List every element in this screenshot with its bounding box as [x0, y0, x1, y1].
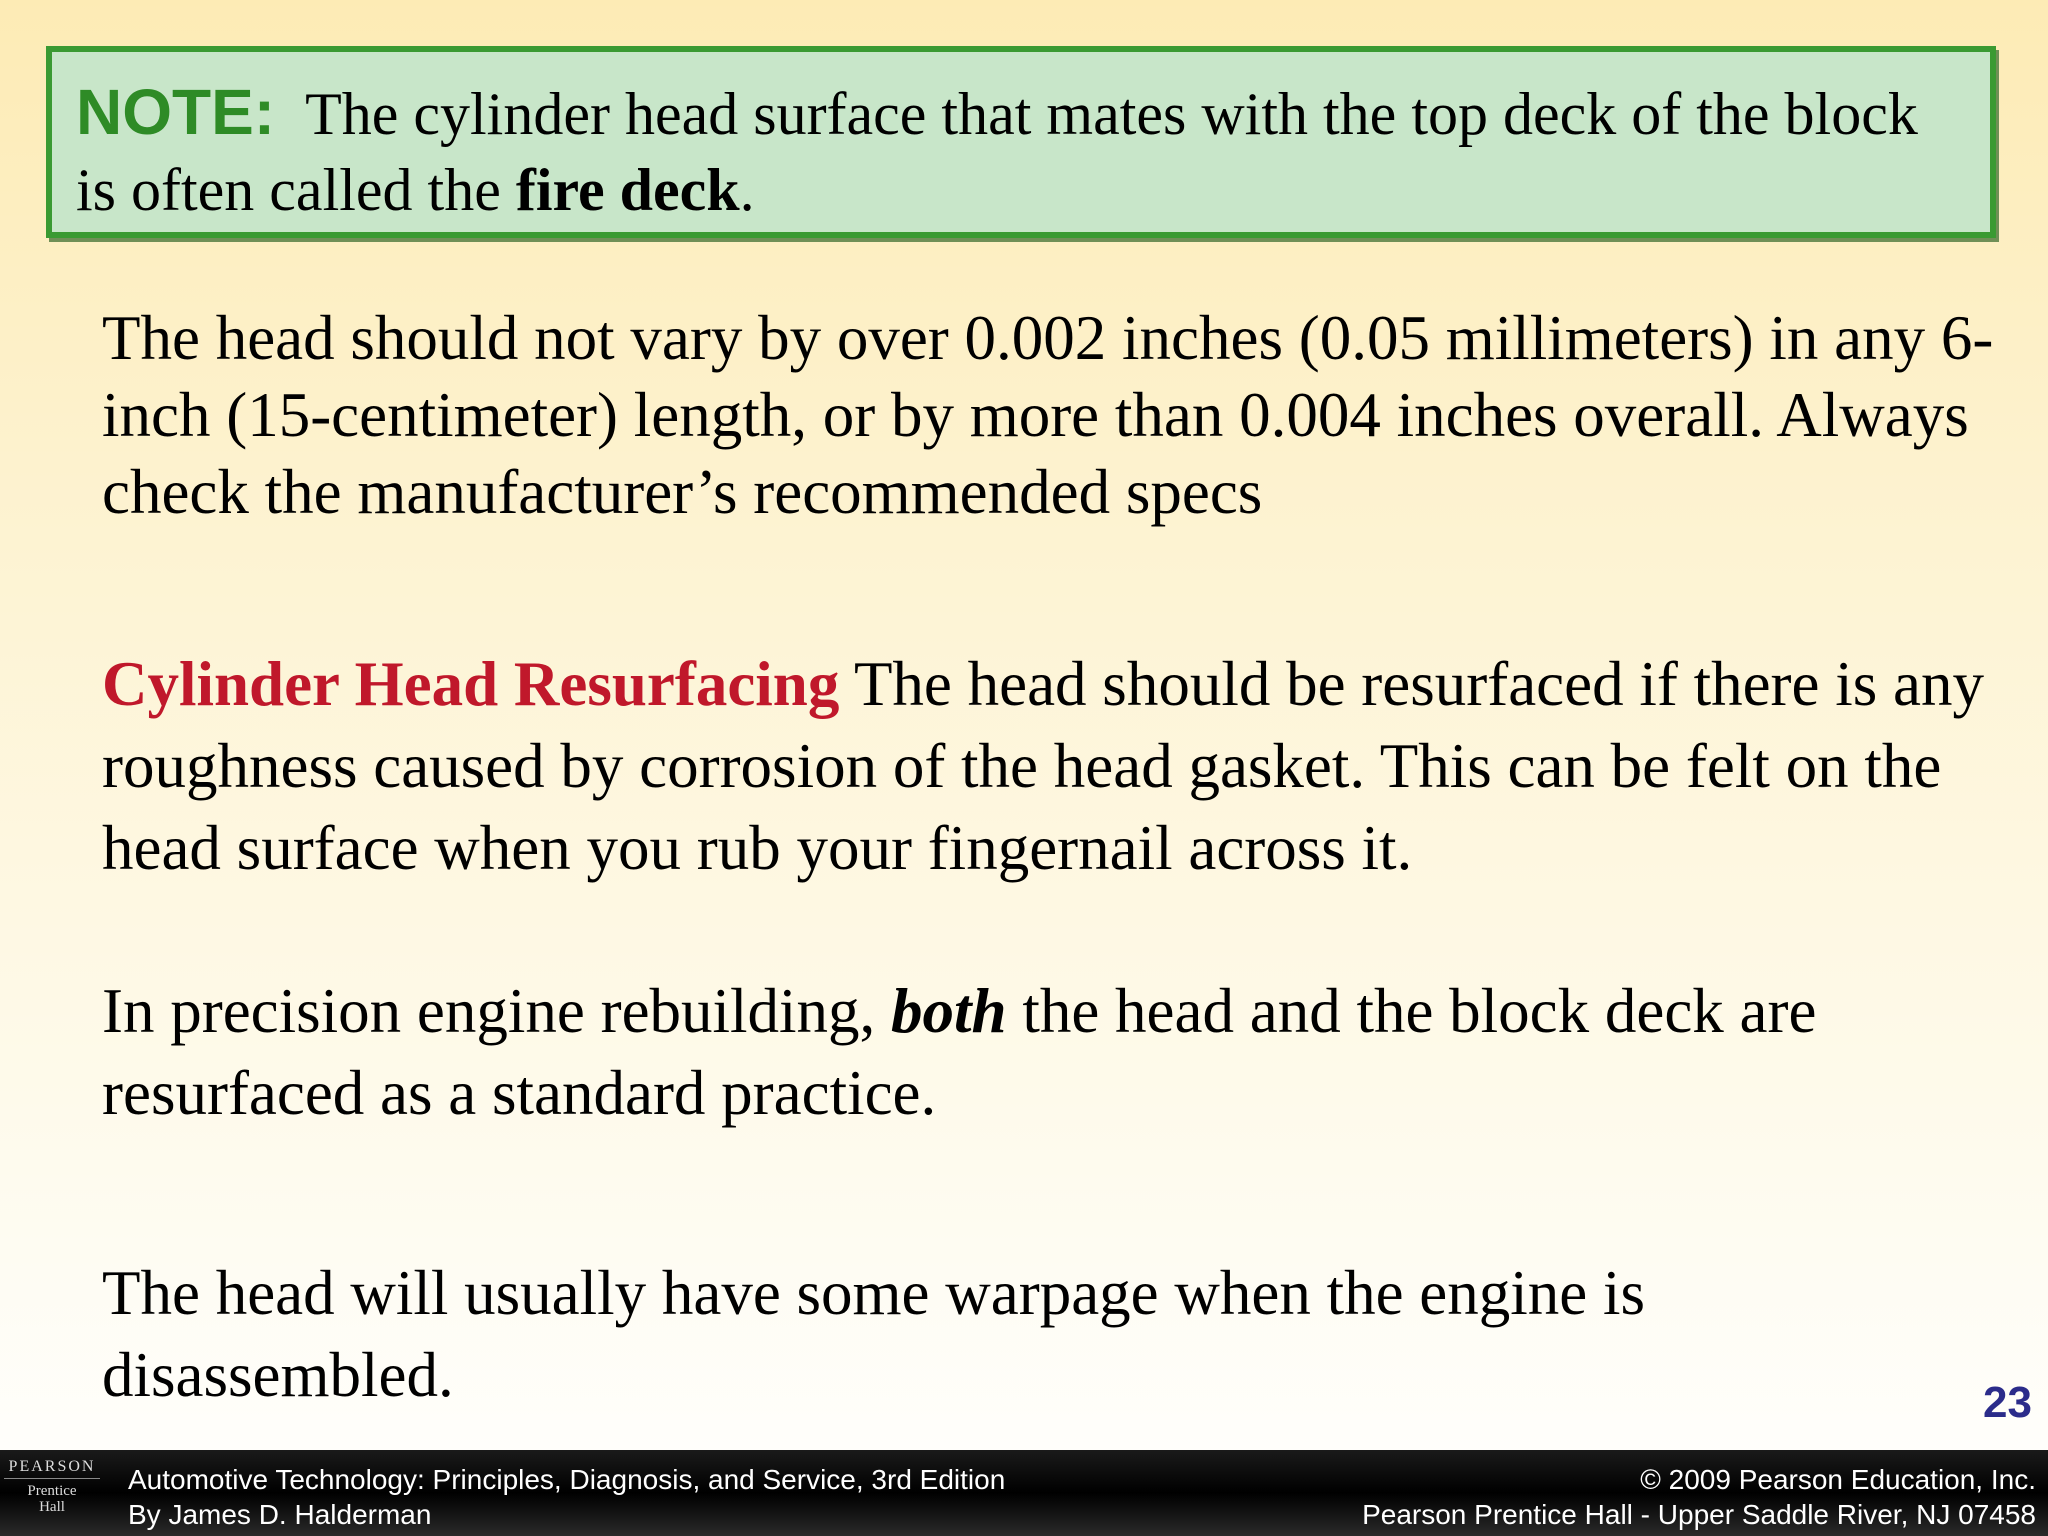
note-bold-term: fire deck — [515, 157, 740, 223]
logo-line-prentice: Prentice — [27, 1483, 77, 1499]
logo-line-hall: Hall — [39, 1499, 65, 1515]
copyright: © 2009 Pearson Education, Inc. — [1640, 1464, 2036, 1495]
note-text: The cylinder head surface that mates with the top deck of the block is often called the — [76, 81, 1918, 223]
spec-paragraph: The head should not vary by over 0.002 inches (0.05 millimeters) in any 6-inch (15-centimeter) length, or by more than 0.004 inches overall. Always check the manufacturer’s recommended specs — [102, 303, 1994, 527]
publisher-address: Pearson Prentice Hall - Upper Saddle River, NJ 07458 — [1362, 1499, 2036, 1530]
precision-emphasis: both — [891, 976, 1007, 1046]
warpage-paragraph: The head will usually have some warpage when the engine is disassembled. — [102, 1258, 1646, 1410]
note-box — [46, 46, 1996, 238]
page-number: 23 — [1983, 1378, 2032, 1427]
resurfacing-text: The head should be resurfaced if there is any roughness caused by corrosion of the head gasket. This can be felt on the head surface when you rub your fingernail across it. — [102, 649, 1984, 883]
resurfacing-paragraph — [102, 643, 2002, 889]
footer-bar — [0, 1450, 2048, 1536]
note-text-end: . — [739, 157, 755, 223]
logo-pearson-text: PEARSON — [4, 1458, 100, 1479]
footer-publisher-info — [1362, 1462, 2036, 1532]
footer-book-info — [128, 1462, 1005, 1532]
note-label: NOTE: — [76, 76, 276, 148]
pearson-logo — [4, 1458, 100, 1532]
resurfacing-heading: Cylinder Head Resurfacing — [102, 649, 840, 719]
book-title: Automotive Technology: Principles, Diagnosis, and Service, 3rd Edition — [128, 1464, 1006, 1495]
precision-paragraph — [102, 970, 2002, 1134]
book-author: By James D. Halderman — [128, 1499, 432, 1530]
logo-prentice-hall — [4, 1483, 100, 1515]
precision-text-end: the head and the block deck are resurfaced as a standard practice. — [102, 976, 1817, 1128]
precision-text: In precision engine rebuilding, — [102, 976, 892, 1046]
